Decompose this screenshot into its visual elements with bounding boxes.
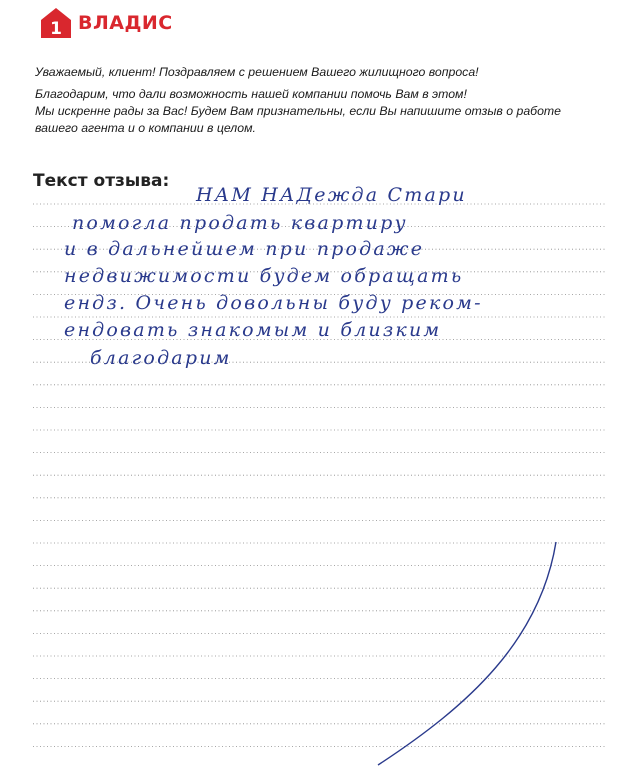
handwritten-line: помогла продать квартиру: [72, 212, 408, 234]
brand-name: ВЛАДИС: [78, 12, 173, 34]
handwritten-line: и в дальнейшем при продаже: [64, 238, 425, 260]
greeting-text: Уважаемый, клиент! Поздравляем с решением Вашего жилищного вопроса!: [35, 65, 479, 79]
thanks-line-2: Мы искренне рады за Вас! Будем Вам признательны, если Вы напишите отзыв о работе: [35, 104, 562, 118]
thanks-line-1: Благодарим, что дали возможность нашей компании помочь Вам в этом!: [35, 87, 467, 101]
pen-stroke: [378, 542, 556, 765]
handwritten-line: НАМ НАДежда Стари: [196, 184, 467, 206]
svg-text:1: 1: [50, 19, 62, 39]
handwritten-line: ендз. Очень довольны буду реком-: [64, 292, 483, 314]
review-heading: Текст отзыва:: [33, 171, 170, 191]
handwritten-line: благодарим: [90, 347, 232, 369]
thanks-line-3: вашего агента и о компании в целом.: [35, 121, 256, 135]
handwritten-line: ендовать знакомым и близким: [64, 319, 442, 341]
handwritten-line: недвижимости будем обращать: [64, 265, 464, 287]
